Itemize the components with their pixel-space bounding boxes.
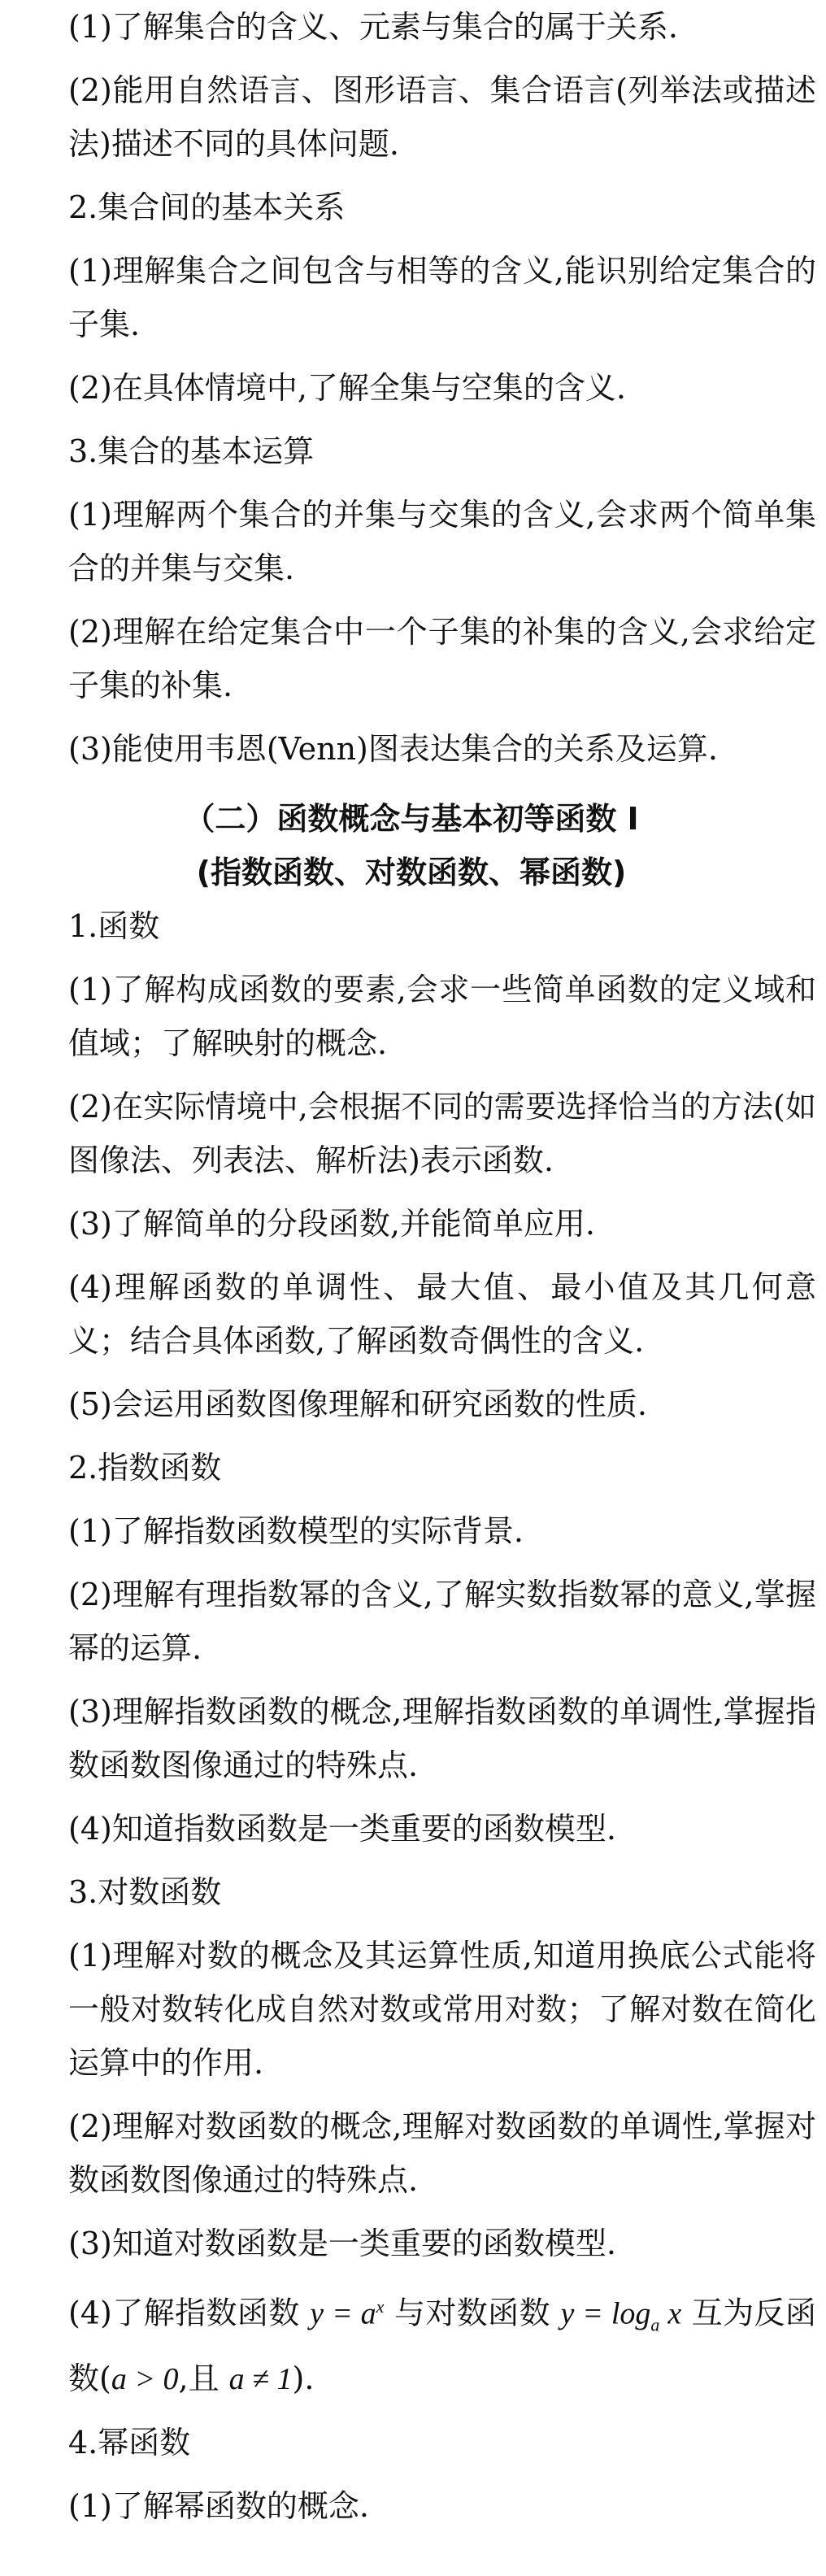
paragraph: (1)了解幂函数的概念. (68, 2488, 369, 2525)
paragraph: (1)了解集合的含义、元素与集合的属于关系. (68, 9, 678, 45)
inverse-function-paragraph (7, 2280, 816, 2406)
paragraph: (2)在具体情境中,了解全集与空集的含义. (68, 370, 626, 406)
subheading: 3.集合的基本运算 (68, 433, 315, 469)
paragraph: (5)会运用函数图像理解和研究函数的性质. (68, 1386, 647, 1422)
subheading: 3.对数函数 (68, 1874, 222, 1910)
paragraph: (2)理解对数函数的概念,理解对数函数的单调性,掌握对数函数图像通过的特殊点. (68, 2108, 816, 2198)
inverse-prefix: (4)了解指数函数 (68, 2295, 311, 2331)
section-title: （二）函数概念与基本初等函数 I (184, 801, 639, 837)
condition-mid: ,且 (178, 2361, 229, 2397)
paragraph: (3)能使用韦恩(Venn)图表达集合的关系及运算. (68, 731, 718, 767)
log-formula: y = log (560, 2296, 651, 2331)
log-formula-sub: a (650, 2314, 660, 2335)
condition-2: a ≠ 1 (228, 2362, 293, 2397)
inverse-suffix: 互为反函数( (68, 2295, 816, 2397)
subheading: 4.幂函数 (68, 2425, 191, 2461)
paragraph: (1)理解对数的概念及其运算性质,知道用换底公式能将一般对数转化成自然对数或常用对数；了解对数在简化运算中的作用. (68, 1938, 816, 2081)
paragraph: (2)理解在给定集合中一个子集的补集的含义,会求给定子集的补集. (68, 614, 816, 703)
inverse-mid: 与对数函数 (384, 2295, 561, 2331)
paragraph: (3)理解指数函数的概念,理解指数函数的单调性,掌握指数函数图像通过的特殊点. (68, 1694, 816, 1783)
paragraph: (1)了解构成函数的要素,会求一些简单函数的定义域和值域；了解映射的概念. (68, 972, 816, 1061)
paragraph: (3)了解简单的分段函数,并能简单应用. (68, 1206, 595, 1242)
section-subtitle: (指数函数、对数函数、幂函数) (196, 855, 627, 890)
exp-formula: y = a (310, 2296, 376, 2331)
paragraph: (2)在实际情境中,会根据不同的需要选择恰当的方法(如图像法、列表法、解析法)表示函数. (68, 1089, 816, 1178)
paragraph: (1)理解两个集合的并集与交集的含义,会求两个简单集合的并集与交集. (68, 497, 816, 586)
subheading: 1.函数 (68, 908, 160, 944)
paragraph: (4)理解函数的单调性、最大值、最小值及其几何意义；结合具体函数,了解函数奇偶性的含义. (68, 1269, 816, 1359)
subheading: 2.集合间的基本关系 (68, 189, 346, 225)
paragraph: (1)了解指数函数模型的实际背景. (68, 1513, 524, 1549)
paragraph: (2)理解有理指数幂的含义,了解实数指数幂的意义,掌握幂的运算. (68, 1577, 816, 1666)
inverse-end: ). (292, 2361, 315, 2397)
paragraph: (4)知道指数函数是一类重要的函数模型. (68, 1811, 616, 1847)
log-formula-tail: x (659, 2296, 682, 2331)
subheading: 2.指数函数 (68, 1450, 222, 1486)
exp-formula-sup: x (376, 2296, 385, 2317)
paragraph: (2)能用自然语言、图形语言、集合语言(列举法或描述法)描述不同的具体问题. (68, 72, 816, 162)
condition-1: a > 0 (111, 2362, 179, 2397)
paragraph: (3)知道对数函数是一类重要的函数模型. (68, 2226, 616, 2261)
paragraph: (1)理解集合之间包含与相等的含义,能识别给定集合的子集. (68, 253, 816, 342)
